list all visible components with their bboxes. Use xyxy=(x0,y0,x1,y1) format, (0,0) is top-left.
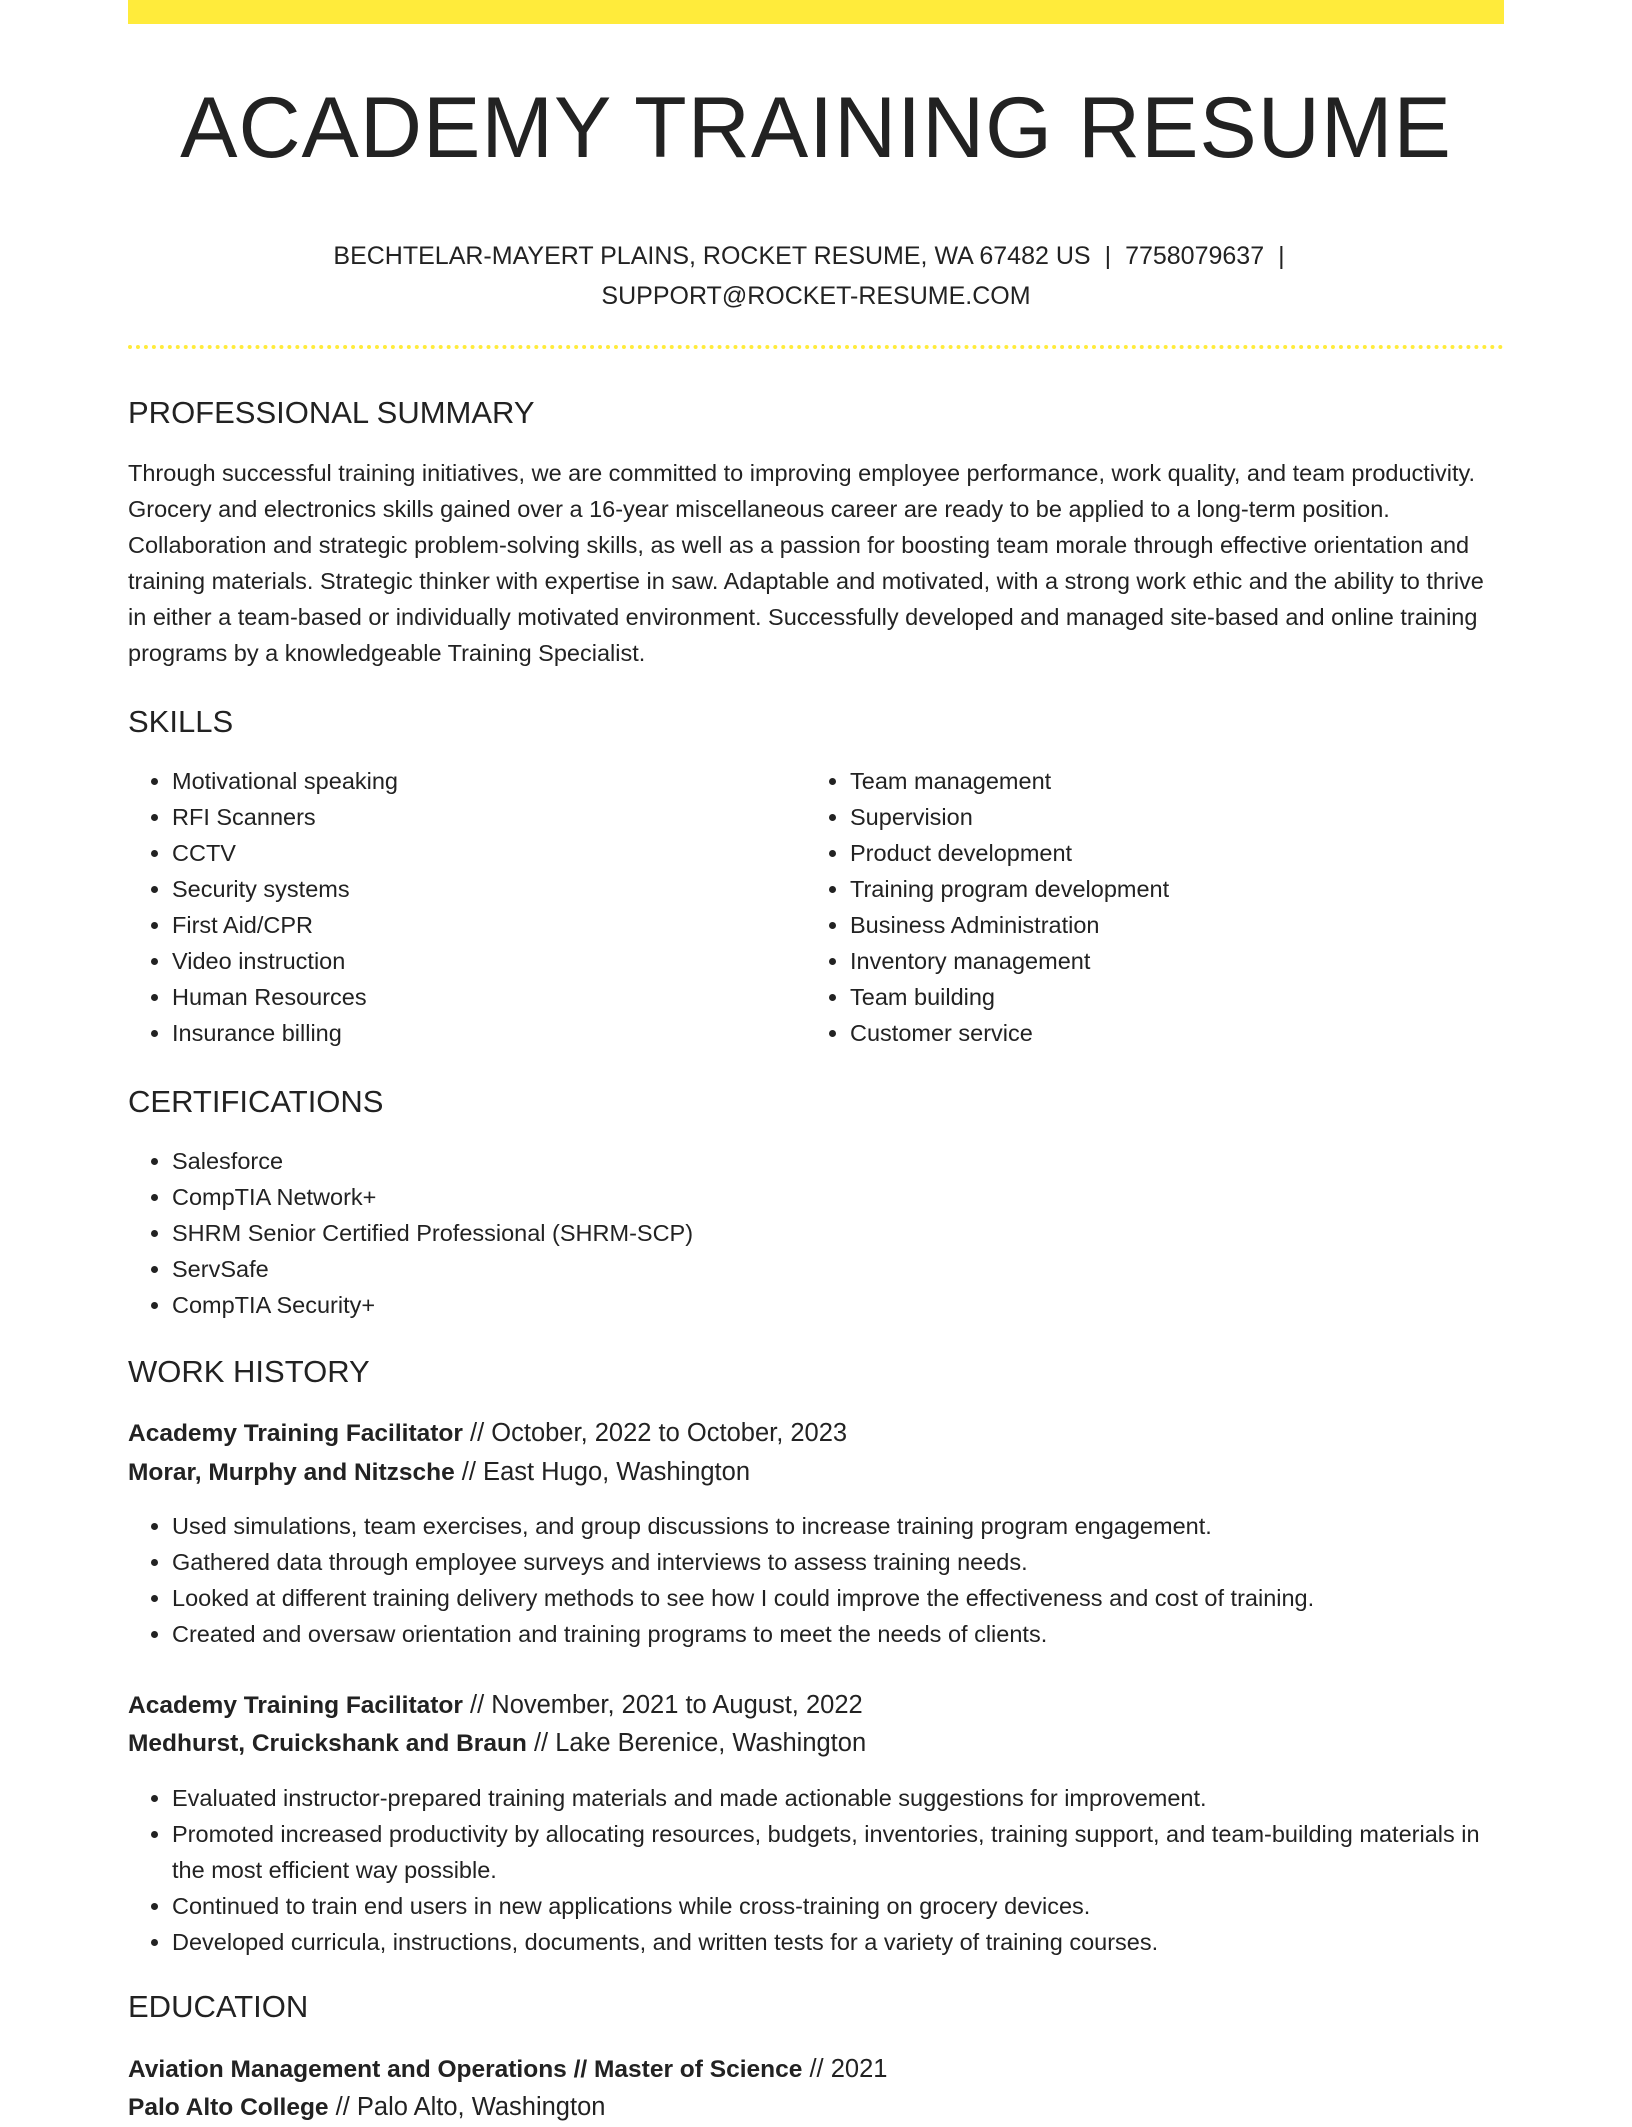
list-item: • Supervision xyxy=(850,799,1490,835)
contact-separator: | xyxy=(1104,242,1112,270)
job-location: // East Hugo, Washington xyxy=(454,1458,751,1486)
job-company-line xyxy=(128,1724,866,1763)
certifications-list xyxy=(128,1143,1472,1323)
list-item: • Team building xyxy=(850,979,1490,1015)
list-item: • Team management xyxy=(850,763,1490,799)
job-company: Morar, Murphy and Nitzsche xyxy=(128,1459,455,1486)
education-year: // 2021 xyxy=(802,2055,888,2083)
job-location: // Lake Berenice, Washington xyxy=(526,1729,867,1757)
education-degree-line xyxy=(128,2050,887,2089)
education-school-line xyxy=(128,2088,605,2127)
education-school: Palo Alto College xyxy=(128,2094,329,2121)
list-item: • First Aid/CPR xyxy=(172,907,792,943)
contact-separator: | xyxy=(1278,242,1285,270)
job-company-line xyxy=(128,1453,750,1492)
list-item: • Promoted increased productivity by allocating resources, budgets, inventories, training support, and team-building materials in the most efficient way possible. xyxy=(172,1816,1512,1888)
list-item: • CompTIA Security+ xyxy=(172,1287,1472,1323)
education-degree: Aviation Management and Operations // Master of Science xyxy=(128,2056,803,2083)
contact-phone: 7758079637 xyxy=(1125,242,1265,270)
list-item: • Training program development xyxy=(850,871,1490,907)
list-item: • Gathered data through employee surveys and interviews to assess training needs. xyxy=(172,1544,1502,1580)
list-item: • Motivational speaking xyxy=(172,763,792,799)
education-heading: EDUCATION xyxy=(128,1989,309,2024)
list-item: • Inventory management xyxy=(850,943,1490,979)
certifications-heading: CERTIFICATIONS xyxy=(128,1084,384,1119)
contact-info xyxy=(128,236,1504,316)
contact-email: SUPPORT@ROCKET-RESUME.COM xyxy=(601,282,1031,310)
job-company: Medhurst, Cruickshank and Braun xyxy=(128,1730,527,1757)
job-title: Academy Training Facilitator xyxy=(128,1692,463,1719)
contact-address: BECHTELAR-MAYERT PLAINS, ROCKET RESUME, WA 67482 US xyxy=(333,242,1091,270)
list-item: • Evaluated instructor-prepared training materials and made actionable suggestions for improvement. xyxy=(172,1780,1512,1816)
resume-page xyxy=(128,0,1504,2121)
work-history-heading: WORK HISTORY xyxy=(128,1354,370,1389)
list-item: • Created and oversaw orientation and training programs to meet the needs of clients. xyxy=(172,1616,1502,1652)
job-bullets xyxy=(128,1780,1512,1960)
job-dates: // November, 2021 to August, 2022 xyxy=(462,1691,863,1719)
list-item: • Insurance billing xyxy=(172,1015,792,1051)
list-item: • Customer service xyxy=(850,1015,1490,1051)
list-item: • ServSafe xyxy=(172,1251,1472,1287)
list-item: • Security systems xyxy=(172,871,792,907)
list-item: • Salesforce xyxy=(172,1143,1472,1179)
job-title: Academy Training Facilitator xyxy=(128,1420,463,1447)
list-item: • CCTV xyxy=(172,835,792,871)
skills-heading: SKILLS xyxy=(128,704,234,739)
list-item: • Business Administration xyxy=(850,907,1490,943)
skills-list-right xyxy=(806,763,1490,1051)
job-dates: // October, 2022 to October, 2023 xyxy=(462,1419,848,1447)
job-title-line xyxy=(128,1414,847,1453)
job-title-line xyxy=(128,1686,863,1725)
list-item: • Human Resources xyxy=(172,979,792,1015)
list-item: • CompTIA Network+ xyxy=(172,1179,1472,1215)
resume-title: ACADEMY TRAINING RESUME xyxy=(180,80,1452,176)
list-item: • Used simulations, team exercises, and group discussions to increase training program engagement. xyxy=(172,1508,1502,1544)
summary-text: Through successful training initiatives, we are committed to improving employee performance, work quality, and team productivity. Grocery and electronics skills gained over a 16-year miscellaneous career are ready to be applied to a long-term position. Collaboration and strategic problem-solving skills, as well as a passion for boosting team morale through effective orientation and training materials. Strategic thinker with expertise in saw. Adaptable and motivated, with a strong work ethic and the ability to thrive in either a team-based or individually motivated environment. Successfully developed and managed site-based and online training programs by a knowledgeable Training Specialist. xyxy=(128,460,1484,666)
list-item: • Product development xyxy=(850,835,1490,871)
list-item: • Developed curricula, instructions, documents, and written tests for a variety of training courses. xyxy=(172,1924,1512,1960)
list-item: • SHRM Senior Certified Professional (SHRM-SCP) xyxy=(172,1215,1472,1251)
accent-top-bar xyxy=(128,0,1504,24)
summary-heading: PROFESSIONAL SUMMARY xyxy=(128,395,535,430)
list-item: • RFI Scanners xyxy=(172,799,792,835)
education-location: // Palo Alto, Washington xyxy=(328,2093,606,2121)
list-item: • Video instruction xyxy=(172,943,792,979)
list-item: • Looked at different training delivery methods to see how I could improve the effectiveness and cost of training. xyxy=(172,1580,1502,1616)
dotted-divider xyxy=(128,345,1504,349)
skills-list-left xyxy=(128,763,792,1051)
list-item: • Continued to train end users in new applications while cross-training on grocery devices. xyxy=(172,1888,1512,1924)
job-bullets xyxy=(128,1508,1502,1652)
